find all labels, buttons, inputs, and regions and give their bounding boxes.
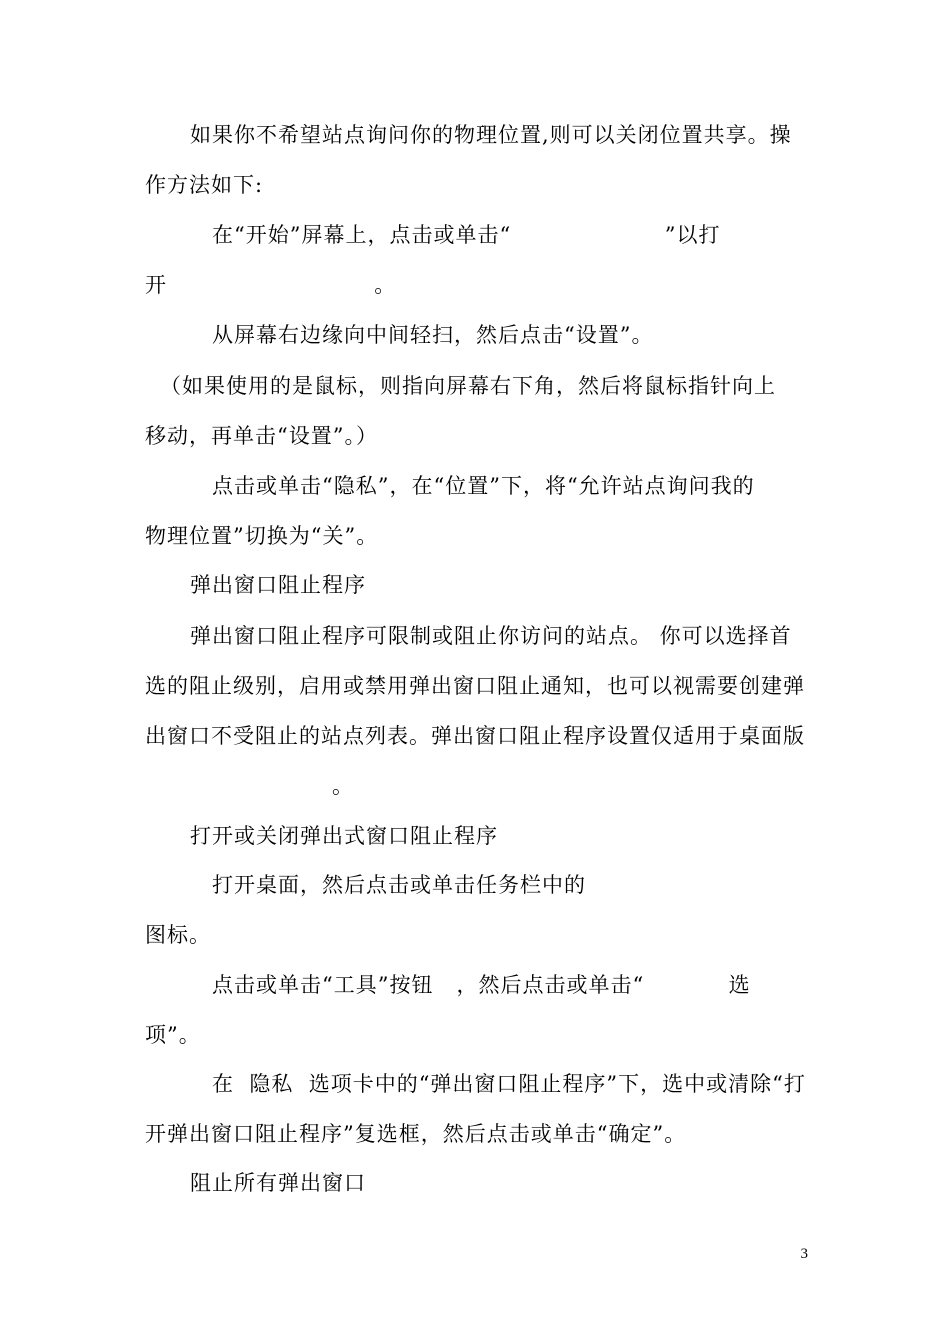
paragraph-line-18: 点击或单击“工具”按钮 ，然后点击或单击“ 选 (212, 973, 751, 997)
paragraph-line-9: 物理位置”切换为“关”。 (145, 524, 379, 548)
paragraph-line-6: （如果使用的是鼠标，则指向屏幕右下角，然后将鼠标指针向上 (160, 374, 776, 398)
paragraph-line-20: 在 隐私 选项卡中的“弹出窗口阻止程序”下，选中或清除“打 (212, 1072, 806, 1096)
paragraph-line-12: 选的阻止级别，启用或禁用弹出窗口阻止通知，也可以视需要创建弹 (145, 674, 805, 698)
paragraph-line-2: 作方法如下: (145, 173, 264, 197)
paragraph-line-7: 移动，再单击“设置”。） (145, 424, 378, 448)
section-heading-toggle-popup-blocker: 打开或关闭弹出式窗口阻止程序 (190, 824, 498, 848)
page-number: 3 (800, 1246, 808, 1262)
paragraph-line-19: 项”。 (145, 1023, 201, 1047)
paragraph-line-13: 出窗口不受阻止的站点列表。弹出窗口阻止程序设置仅适用于桌面版 (145, 724, 805, 748)
paragraph-line-16: 打开桌面，然后点击或单击任务栏中的 (212, 873, 586, 897)
section-heading-popup-blocker: 弹出窗口阻止程序 (190, 573, 366, 597)
section-heading-block-all-popups: 阻止所有弹出窗口 (190, 1171, 366, 1195)
paragraph-line-14: 。 (332, 774, 354, 798)
paragraph-line-21: 开弹出窗口阻止程序”复选框，然后点击或单击“确定”。 (145, 1122, 687, 1146)
paragraph-line-3: 在“开始”屏幕上，点击或单击“ ”以打 (212, 223, 721, 247)
paragraph-line-4: 开 。 (145, 273, 397, 297)
paragraph-line-17: 图标。 (145, 923, 211, 947)
paragraph-line-8: 点击或单击“隐私”，在“位置”下，将“允许站点询问我的 (212, 474, 755, 498)
paragraph-line-1: 如果你不希望站点询问你的物理位置,则可以关闭位置共享。操 (190, 123, 792, 147)
paragraph-line-5: 从屏幕右边缘向中间轻扫，然后点击“设置”。 (212, 323, 654, 347)
paragraph-line-11: 弹出窗口阻止程序可限制或阻止你访问的站点。 你可以选择首 (190, 624, 792, 648)
